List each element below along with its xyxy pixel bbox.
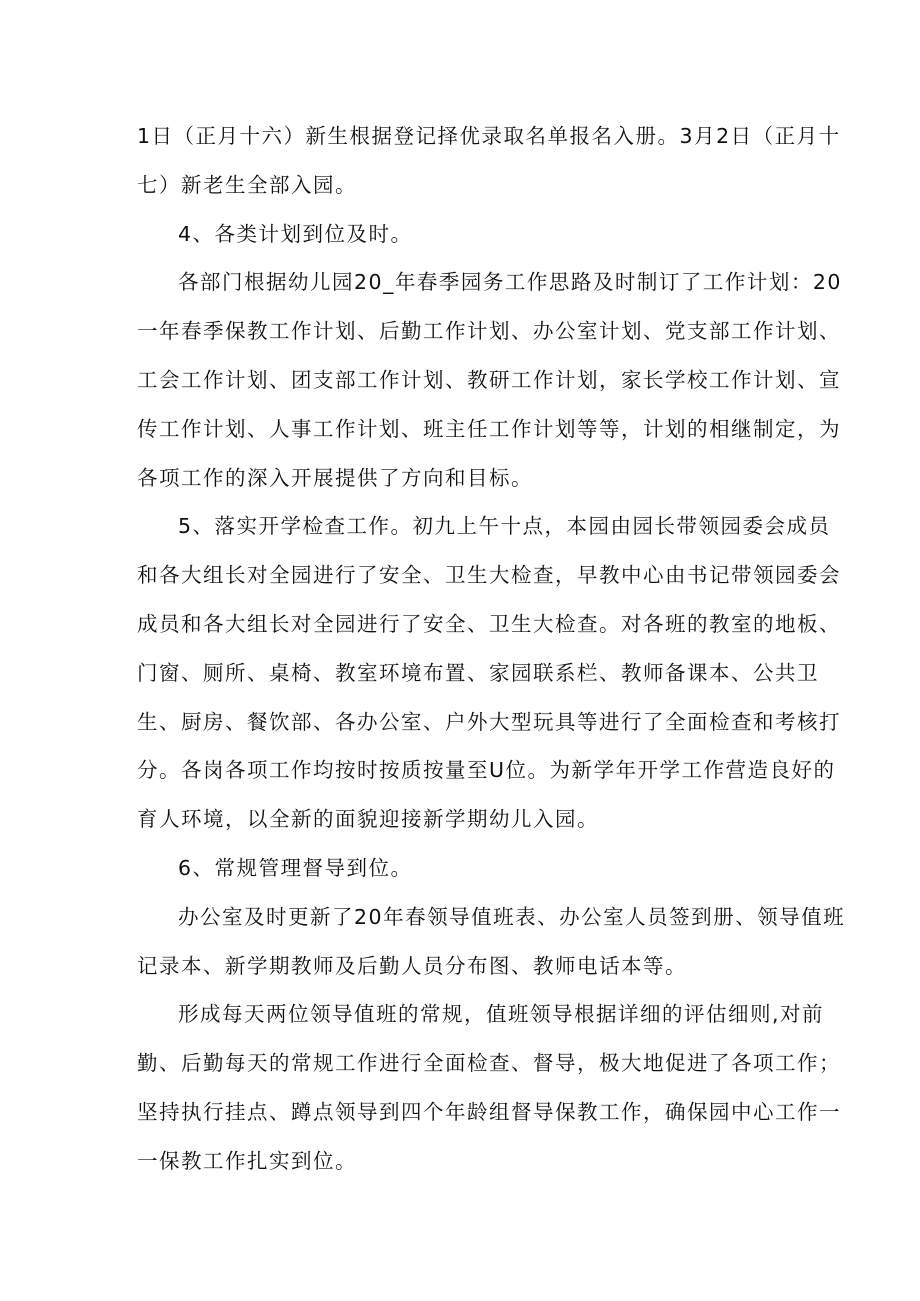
text-line: 门窗、厕所、桌椅、教室环境布置、家园联系栏、教师备课本、公共卫 bbox=[137, 660, 819, 685]
text-line: 各项工作的深入开展提供了方向和目标。 bbox=[137, 465, 533, 490]
text-line: 育人环境，以全新的面貌迎接新学期幼儿入园。 bbox=[137, 807, 599, 832]
section-heading: 5、落实开学检查工作。初九上午十点，本园由园长带领园委会成员 bbox=[178, 514, 831, 539]
text-line: 七）新老生全部入园。 bbox=[137, 172, 357, 197]
text-line: 形成每天两位领导值班的常规，值班领导根据详细的评估细则,对前 bbox=[178, 1002, 825, 1027]
text-line: 坚持执行挂点、蹲点领导到四个年龄组督导保教工作，确保园中心工作一 bbox=[137, 1099, 841, 1124]
text-line: 一年春季保教工作计划、后勤工作计划、办公室计划、党支部工作计划、 bbox=[137, 319, 841, 344]
section-heading: 4、各类计划到位及时。 bbox=[178, 221, 413, 246]
text-line: 分。各岗各项工作均按时按质按量至U位。为新学年开学工作营造良好的 bbox=[137, 758, 836, 783]
text-line: 勤、后勤每天的常规工作进行全面检查、督导，极大地促进了各项工作； bbox=[137, 1051, 841, 1076]
text-line: 成员和各大组长对全园进行了安全、卫生大检查。对各班的教室的地板、 bbox=[137, 611, 841, 636]
text-line: 工会工作计划、团支部工作计划、教研工作计划，家长学校工作计划、宣 bbox=[137, 367, 841, 392]
text-line: 生、厨房、餐饮部、各办公室、户外大型玩具等进行了全面检查和考核打 bbox=[137, 709, 841, 734]
text-line: 传工作计划、人事工作计划、班主任工作计划等等，计划的相继制定，为 bbox=[137, 416, 841, 441]
text-line: 1日（正月十六）新生根据登记择优录取名单报名入册。3月2日（正月十 bbox=[137, 124, 841, 148]
text-line: 各部门根据幼儿园20_年春季园务工作思路及时制订了工作计划：20 bbox=[178, 270, 842, 295]
section-heading: 6、常规管理督导到位。 bbox=[178, 855, 413, 880]
text-line: 和各大组长对全园进行了安全、卫生大检查，早教中心由书记带领园委会 bbox=[137, 563, 841, 588]
document-body bbox=[137, 118, 846, 1192]
text-line: 办公室及时更新了20年春领导值班表、办公室人员签到册、领导值班 bbox=[178, 904, 846, 929]
text-line: 一保教工作扎实到位。 bbox=[137, 1148, 357, 1173]
text-line: 记录本、新学期教师及后勤人员分布图、教师电话本等。 bbox=[137, 953, 687, 978]
